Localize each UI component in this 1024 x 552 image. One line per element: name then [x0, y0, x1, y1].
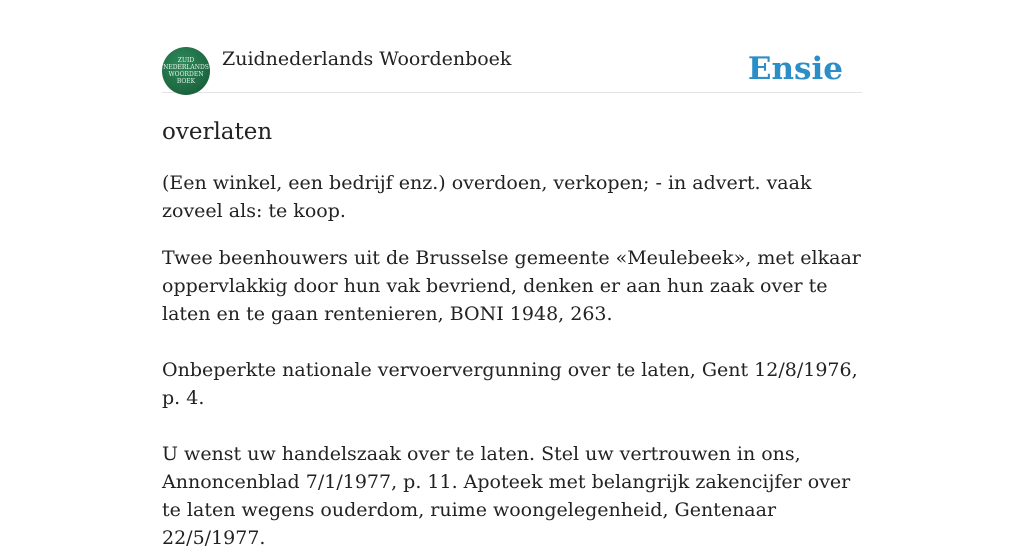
logo-line: ZUID: [177, 57, 195, 64]
entry-card: [162, 0, 862, 552]
example-quote: Onbeperkte nationale vervoervergunning over te laten, Gent 12/8/1976, p. 4.: [162, 359, 858, 409]
example-quote: Twee beenhouwers uit de Brusselse gemeente «Meulebeek», met elkaar oppervlakkig door hun vak bevriend, denken er aan hun zaak over te laten en te gaan rentenieren, BONI 1948, 263.: [162, 247, 861, 325]
logo-line: NEDERLANDS: [163, 64, 209, 71]
header: [162, 0, 862, 93]
brand-logo[interactable]: Ensie: [747, 51, 843, 87]
definition: (Een winkel, een bedrijf enz.) overdoen, verkopen; - in advert. vaak zoveel als: te koop.: [162, 172, 812, 222]
dictionary-logo[interactable]: [162, 47, 210, 95]
headword: overlaten: [162, 119, 273, 145]
logo-line: BOEK: [176, 78, 196, 85]
example-quote: U wenst uw handelszaak over te laten. Stel uw vertrouwen in ons, Annoncenblad 7/1/1977, p. 11. Apoteek met belangrijk zakencijfer over te laten wegens ouderdom, ruime woongelegenheid, Gentenaar 22/5/1977.: [162, 443, 851, 549]
logo-line: WOORDEN: [168, 71, 204, 78]
dictionary-title[interactable]: Zuidnederlands Woordenboek: [222, 48, 512, 70]
